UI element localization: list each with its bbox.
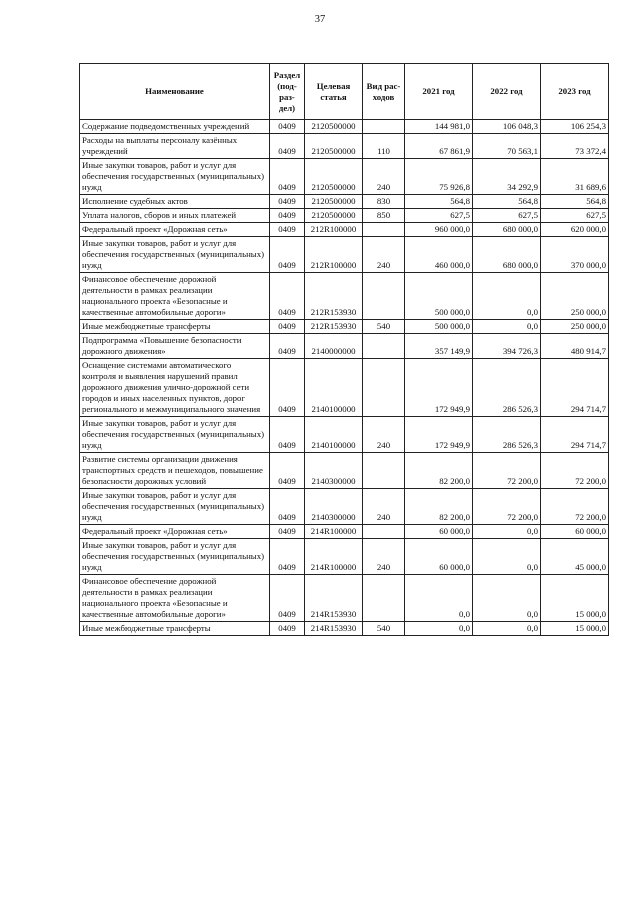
cell-2021: 500 000,0 [405, 273, 473, 320]
cell-celevaya: 2140300000 [305, 489, 363, 525]
cell-razdel: 0409 [270, 223, 305, 237]
cell-razdel: 0409 [270, 359, 305, 417]
cell-2023: 72 200,0 [541, 453, 609, 489]
table-row [80, 575, 609, 622]
table-row [80, 159, 609, 195]
cell-2021: 960 000,0 [405, 223, 473, 237]
cell-celevaya: 2140100000 [305, 417, 363, 453]
cell-name: Развитие системы организации движения транспортных средств и пешеходов, повышение безопасности дорожных условий [80, 453, 270, 489]
cell-2022: 564,8 [473, 195, 541, 209]
cell-razdel: 0409 [270, 134, 305, 159]
cell-2023: 370 000,0 [541, 237, 609, 273]
header-2023: 2023 год [541, 64, 609, 120]
table-row [80, 489, 609, 525]
cell-name: Иные межбюджетные трансферты [80, 320, 270, 334]
cell-2023: 106 254,3 [541, 120, 609, 134]
cell-vid [363, 453, 405, 489]
cell-vid: 830 [363, 195, 405, 209]
cell-vid: 540 [363, 622, 405, 636]
table-row [80, 195, 609, 209]
table-row [80, 334, 609, 359]
table-row [80, 417, 609, 453]
cell-celevaya: 214R100000 [305, 539, 363, 575]
cell-name: Иные закупки товаров, работ и услуг для обеспечения государственных (муниципальных) нужд [80, 539, 270, 575]
cell-celevaya: 2120500000 [305, 195, 363, 209]
cell-2022: 0,0 [473, 525, 541, 539]
cell-vid [363, 334, 405, 359]
header-2021: 2021 год [405, 64, 473, 120]
table-row [80, 525, 609, 539]
cell-vid: 240 [363, 489, 405, 525]
cell-vid [363, 273, 405, 320]
table-row [80, 223, 609, 237]
cell-razdel: 0409 [270, 489, 305, 525]
cell-2023: 73 372,4 [541, 134, 609, 159]
cell-celevaya: 2140300000 [305, 453, 363, 489]
cell-celevaya: 212R153930 [305, 273, 363, 320]
cell-2021: 67 861,9 [405, 134, 473, 159]
cell-name: Исполнение судебных актов [80, 195, 270, 209]
cell-2021: 460 000,0 [405, 237, 473, 273]
cell-name: Подпрограмма «Повышение безопасности дорожного движения» [80, 334, 270, 359]
table-body [80, 120, 609, 636]
cell-2021: 0,0 [405, 622, 473, 636]
cell-2023: 294 714,7 [541, 359, 609, 417]
cell-2023: 15 000,0 [541, 575, 609, 622]
cell-razdel: 0409 [270, 622, 305, 636]
cell-celevaya: 214R153930 [305, 575, 363, 622]
cell-celevaya: 212R153930 [305, 320, 363, 334]
table-header [80, 64, 609, 120]
cell-razdel: 0409 [270, 209, 305, 223]
cell-2023: 15 000,0 [541, 622, 609, 636]
cell-celevaya: 2120500000 [305, 209, 363, 223]
cell-2022: 72 200,0 [473, 489, 541, 525]
cell-2022: 0,0 [473, 320, 541, 334]
header-name: Наименование [80, 64, 270, 120]
cell-vid: 110 [363, 134, 405, 159]
cell-celevaya: 212R100000 [305, 223, 363, 237]
cell-name: Финансовое обеспечение дорожной деятельности в рамках реализации национального проекта «Безопасные и качественные автомобильные дороги» [80, 575, 270, 622]
cell-name: Иные закупки товаров, работ и услуг для обеспечения государственных (муниципальных) нужд [80, 159, 270, 195]
cell-celevaya: 2120500000 [305, 134, 363, 159]
cell-2023: 45 000,0 [541, 539, 609, 575]
table-row [80, 320, 609, 334]
cell-razdel: 0409 [270, 120, 305, 134]
cell-2022: 0,0 [473, 622, 541, 636]
cell-celevaya: 214R100000 [305, 525, 363, 539]
cell-2021: 627,5 [405, 209, 473, 223]
cell-2022: 680 000,0 [473, 223, 541, 237]
cell-vid: 240 [363, 417, 405, 453]
cell-2021: 172 949,9 [405, 417, 473, 453]
cell-2023: 564,8 [541, 195, 609, 209]
table-row [80, 359, 609, 417]
cell-2022: 680 000,0 [473, 237, 541, 273]
cell-2023: 627,5 [541, 209, 609, 223]
cell-vid: 240 [363, 159, 405, 195]
cell-name: Иные закупки товаров, работ и услуг для обеспечения государственных (муниципальных) нужд [80, 237, 270, 273]
cell-vid: 850 [363, 209, 405, 223]
cell-vid: 240 [363, 539, 405, 575]
cell-2022: 34 292,9 [473, 159, 541, 195]
cell-2021: 357 149,9 [405, 334, 473, 359]
cell-2022: 0,0 [473, 575, 541, 622]
cell-2021: 144 981,0 [405, 120, 473, 134]
cell-2023: 72 200,0 [541, 489, 609, 525]
cell-2023: 620 000,0 [541, 223, 609, 237]
cell-2021: 75 926,8 [405, 159, 473, 195]
header-razdel: Раздел (под- раз- дел) [270, 64, 305, 120]
budget-table [79, 63, 609, 636]
cell-2022: 106 048,3 [473, 120, 541, 134]
cell-celevaya: 2120500000 [305, 159, 363, 195]
cell-2023: 480 914,7 [541, 334, 609, 359]
cell-celevaya: 212R100000 [305, 237, 363, 273]
cell-2023: 60 000,0 [541, 525, 609, 539]
cell-name: Иные межбюджетные трансферты [80, 622, 270, 636]
table-row [80, 120, 609, 134]
cell-2022: 0,0 [473, 273, 541, 320]
cell-2021: 564,8 [405, 195, 473, 209]
cell-name: Иные закупки товаров, работ и услуг для обеспечения государственных (муниципальных) нужд [80, 417, 270, 453]
cell-2023: 294 714,7 [541, 417, 609, 453]
cell-2021: 82 200,0 [405, 489, 473, 525]
cell-razdel: 0409 [270, 237, 305, 273]
cell-razdel: 0409 [270, 575, 305, 622]
cell-vid [363, 223, 405, 237]
cell-vid [363, 120, 405, 134]
table-row [80, 622, 609, 636]
cell-razdel: 0409 [270, 453, 305, 489]
cell-2023: 250 000,0 [541, 320, 609, 334]
table-row [80, 273, 609, 320]
cell-razdel: 0409 [270, 195, 305, 209]
cell-celevaya: 2140000000 [305, 334, 363, 359]
cell-razdel: 0409 [270, 417, 305, 453]
cell-vid: 240 [363, 237, 405, 273]
cell-vid [363, 525, 405, 539]
cell-2022: 70 563,1 [473, 134, 541, 159]
cell-2022: 394 726,3 [473, 334, 541, 359]
cell-name: Уплата налогов, сборов и иных платежей [80, 209, 270, 223]
table-row [80, 134, 609, 159]
cell-name: Финансовое обеспечение дорожной деятельности в рамках реализации национального проекта «Безопасные и качественные автомобильные дороги» [80, 273, 270, 320]
cell-2021: 60 000,0 [405, 525, 473, 539]
table-row [80, 539, 609, 575]
page-number: 37 [314, 14, 326, 25]
cell-2021: 500 000,0 [405, 320, 473, 334]
cell-2022: 0,0 [473, 539, 541, 575]
cell-name: Федеральный проект «Дорожная сеть» [80, 223, 270, 237]
table-row [80, 237, 609, 273]
cell-celevaya: 2140100000 [305, 359, 363, 417]
header-2022: 2022 год [473, 64, 541, 120]
cell-2022: 286 526,3 [473, 359, 541, 417]
header-vid: Вид рас- ходов [363, 64, 405, 120]
cell-razdel: 0409 [270, 525, 305, 539]
cell-razdel: 0409 [270, 273, 305, 320]
cell-vid [363, 575, 405, 622]
cell-name: Оснащение системами автоматического контроля и выявления нарушений правил дорожного движения улично-дорожной сети городов и иных населенных пунктов, дорог регионального и межмуниципального значения [80, 359, 270, 417]
cell-2021: 82 200,0 [405, 453, 473, 489]
cell-2022: 286 526,3 [473, 417, 541, 453]
cell-razdel: 0409 [270, 334, 305, 359]
cell-2023: 31 689,6 [541, 159, 609, 195]
cell-2021: 60 000,0 [405, 539, 473, 575]
table-row [80, 453, 609, 489]
header-celevaya: Целевая статья [305, 64, 363, 120]
cell-celevaya: 2120500000 [305, 120, 363, 134]
cell-name: Федеральный проект «Дорожная сеть» [80, 525, 270, 539]
cell-razdel: 0409 [270, 320, 305, 334]
cell-razdel: 0409 [270, 159, 305, 195]
cell-vid [363, 359, 405, 417]
cell-2022: 72 200,0 [473, 453, 541, 489]
cell-name: Иные закупки товаров, работ и услуг для обеспечения государственных (муниципальных) нужд [80, 489, 270, 525]
cell-vid: 540 [363, 320, 405, 334]
cell-2021: 172 949,9 [405, 359, 473, 417]
cell-celevaya: 214R153930 [305, 622, 363, 636]
header-row [80, 64, 609, 120]
cell-name: Содержание подведомственных учреждений [80, 120, 270, 134]
cell-name: Расходы на выплаты персоналу казённых учреждений [80, 134, 270, 159]
cell-razdel: 0409 [270, 539, 305, 575]
cell-2022: 627,5 [473, 209, 541, 223]
table-row [80, 209, 609, 223]
cell-2021: 0,0 [405, 575, 473, 622]
cell-2023: 250 000,0 [541, 273, 609, 320]
